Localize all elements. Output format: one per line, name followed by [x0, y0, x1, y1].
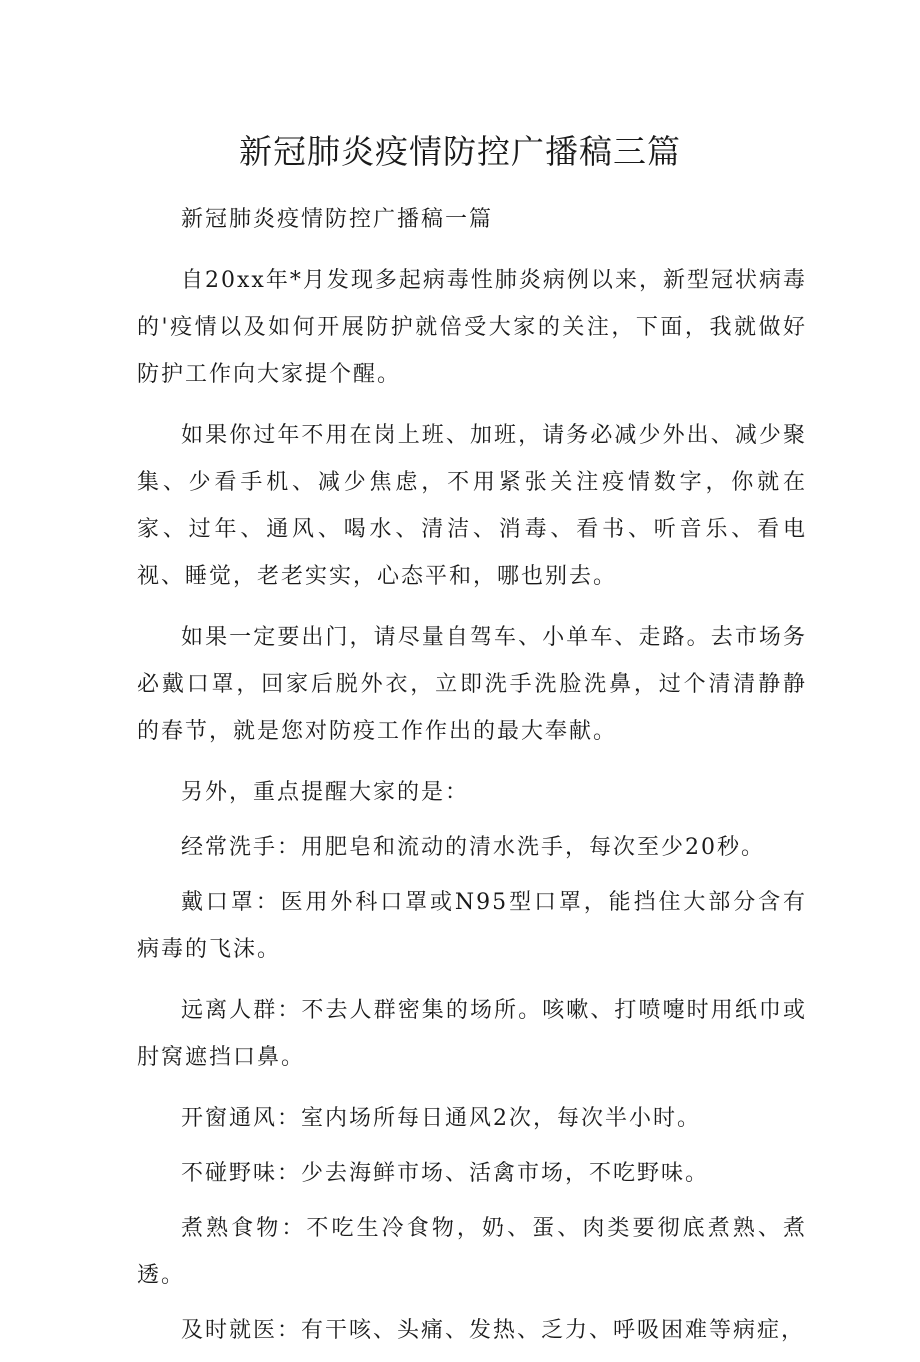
paragraph: 另外，重点提醒大家的是： — [181, 780, 470, 805]
tip-item: 不碰野味：少去海鲜市场、活禽市场，不吃野味。 — [181, 1161, 710, 1186]
tip-item: 经常洗手：用肥皂和流动的清水洗手，每次至少20秒。 — [181, 835, 765, 860]
paragraph: 如果你过年不用在岗上班、加班，请务必减少外出、减少聚集、少看手机、减少焦虑，不用紧张关注疫情数字，你就在家、过年、通风、喝水、清洁、消毒、看书、听音乐、看电视、睡觉，老老实实，心态平和，哪也别去。 — [137, 423, 807, 589]
tip-item: 戴口罩：医用外科口罩或N95型口罩，能挡住大部分含有病毒的飞沫。 — [137, 890, 807, 962]
document-title: 新冠肺炎疫情防控广播稿三篇 — [239, 132, 681, 171]
section-heading: 新冠肺炎疫情防控广播稿一篇 — [181, 207, 494, 232]
tip-item: 开窗通风：室内场所每日通风2次，每次半小时。 — [181, 1106, 701, 1131]
paragraph: 自20xx年*月发现多起病毒性肺炎病例以来，新型冠状病毒的'疫情以及如何开展防护就倍受大家的关注，下面，我就做好防护工作向大家提个醒。 — [137, 268, 807, 387]
tip-item: 及时就医：有干咳、头痛、发热、乏力、呼吸困难等病症， — [181, 1318, 806, 1343]
document-body — [137, 196, 807, 1362]
paragraph: 如果一定要出门，请尽量自驾车、小单车、走路。去市场务必戴口罩，回家后脱外衣，立即洗手洗脸洗鼻，过个清清静静的春节，就是您对防疫工作作出的最大奉献。 — [137, 625, 807, 744]
tip-item: 远离人群：不去人群密集的场所。咳嗽、打喷嚏时用纸巾或肘窝遮挡口鼻。 — [137, 998, 807, 1070]
tip-item: 煮熟食物：不吃生冷食物，奶、蛋、肉类要彻底煮熟、煮透。 — [137, 1216, 807, 1288]
